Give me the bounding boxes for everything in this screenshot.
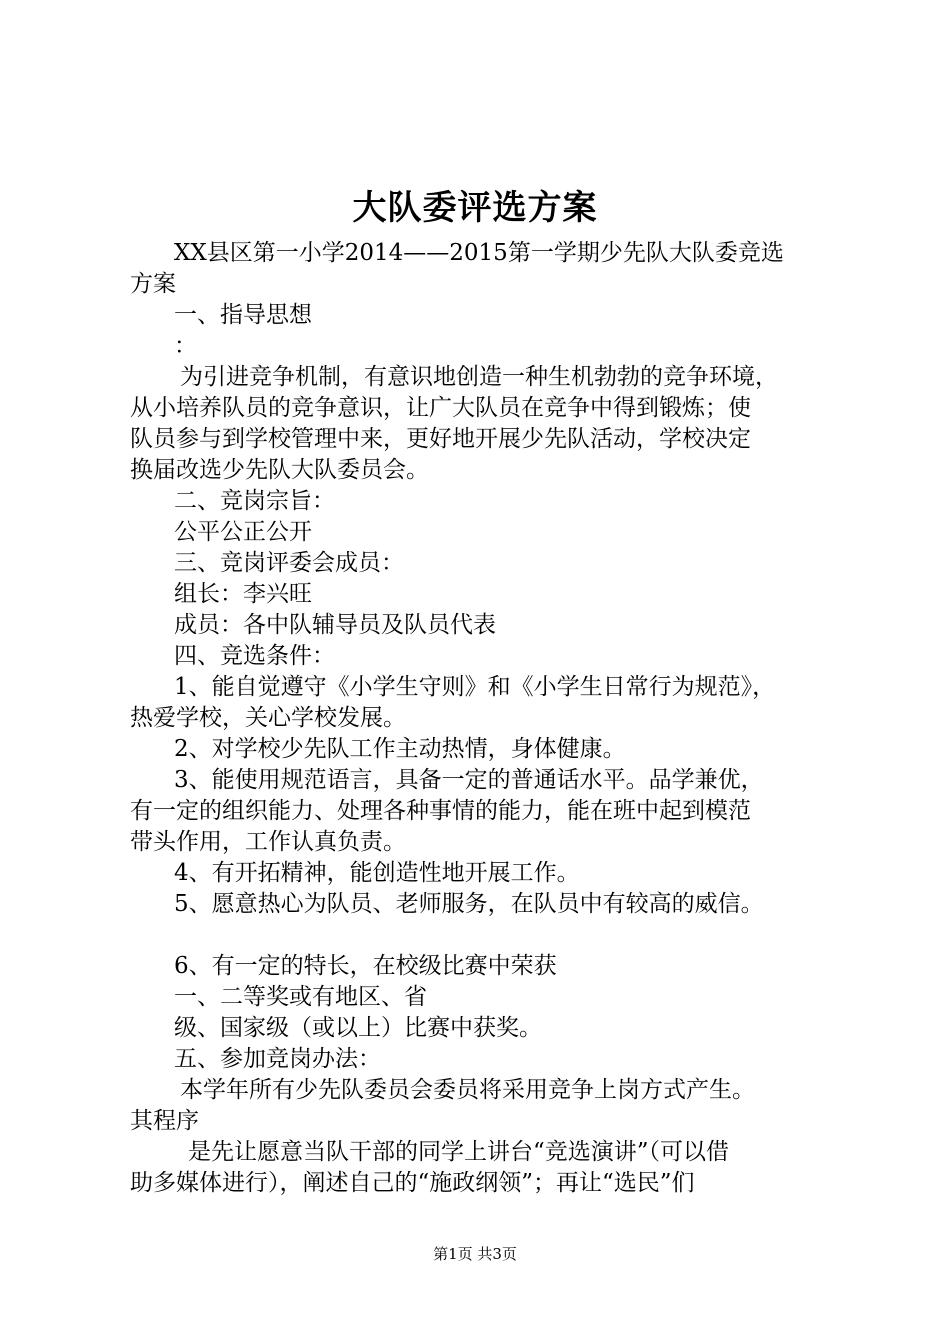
body-line: 本学年所有少先队委员会委员将采用竞争上岗方式产生。 — [180, 1077, 755, 1103]
body-line: 3、能使用规范语言，具备一定的普通话水平。品学兼优， — [174, 767, 764, 793]
body-line: 5、愿意热心为队员、老师服务，在队员中有较高的威信。 — [174, 891, 764, 917]
body-line: 6、有一定的特长，在校级比赛中荣获 — [174, 953, 557, 979]
body-line: 组长：李兴旺 — [174, 581, 312, 607]
body-line: 级、国家级（或以上）比赛中获奖。 — [174, 1015, 542, 1041]
body-line: 其程序 — [130, 1108, 199, 1134]
body-line: 成员：各中队辅导员及队员代表 — [174, 612, 496, 638]
body-line: 一、指导思想 — [174, 302, 312, 328]
body-line: 五、参加竞岗办法： — [174, 1046, 381, 1072]
body-line: 队员参与到学校管理中来，更好地开展少先队活动，学校决定 — [130, 426, 751, 452]
body-line: 从小培养队员的竞争意识，让广大队员在竞争中得到锻炼；使 — [130, 395, 751, 421]
document-title: 大队委评选方案 — [352, 188, 598, 228]
body-line: 有一定的组织能力、处理各种事情的能力，能在班中起到模范 — [130, 798, 751, 824]
body-line: 二、竞岗宗旨： — [174, 488, 335, 514]
body-line: 四、竞选条件： — [174, 643, 335, 669]
body-line: 2、对学校少先队工作主动热情，身体健康。 — [174, 736, 626, 762]
body-line: 4、有开拓精神，能创造性地开展工作。 — [174, 860, 580, 886]
body-line: 一、二等奖或有地区、省 — [174, 984, 427, 1010]
body-line: 方案 — [130, 271, 176, 297]
body-line: 公平公正公开 — [174, 519, 312, 545]
body-line: 三、竞岗评委会成员： — [174, 550, 404, 576]
body-line: 助多媒体进行），阐述自己的“施政纲领”；再让“选民”们 — [130, 1170, 695, 1196]
page-footer: 第1页 共3页 — [433, 1245, 517, 1263]
body-line: 1、能自觉遵守《小学生守则》和《小学生日常行为规范》， — [174, 674, 776, 700]
body-line: 为引进竞争机制，有意识地创造一种生机勃勃的竞争环境， — [180, 364, 778, 390]
body-line: 是先让愿意当队干部的同学上讲台“竞选演讲”（可以借 — [188, 1139, 730, 1165]
body-line: 换届改选少先队大队委员会。 — [130, 457, 429, 483]
body-line: 热爱学校，关心学校发展。 — [130, 705, 406, 731]
body-line: 带头作用，工作认真负责。 — [130, 829, 406, 855]
body-line: XX县区第一小学2014——2015第一学期少先队大队委竞选 — [174, 240, 784, 266]
body-line: ： — [174, 333, 197, 359]
